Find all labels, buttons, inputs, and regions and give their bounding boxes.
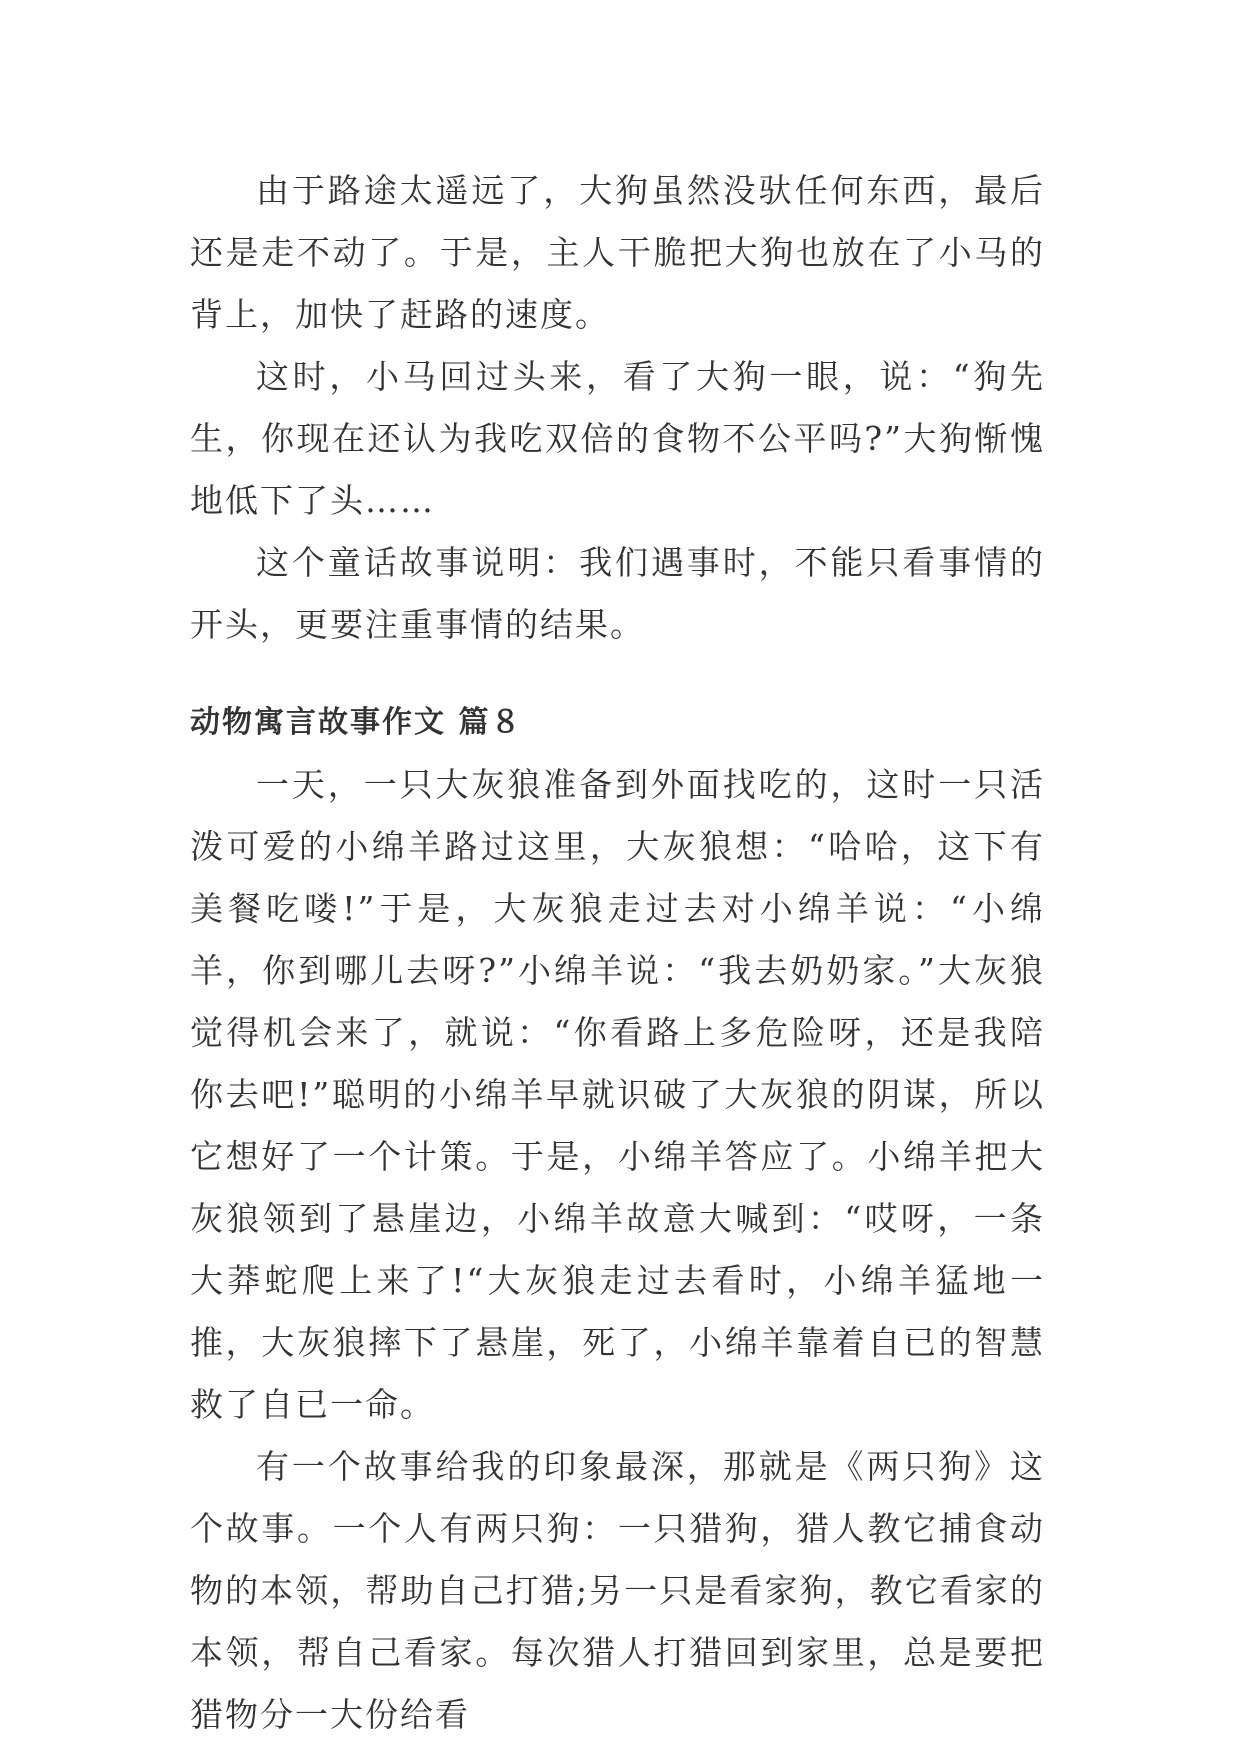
paragraph: 这个童话故事说明：我们遇事时，不能只看事情的开头，更要注重事情的结果。	[190, 543, 1045, 644]
document-body	[190, 160, 1045, 1746]
section-heading: 动物寓言故事作文 篇８	[190, 705, 523, 740]
paragraph: 一天，一只大灰狼准备到外面找吃的，这时一只活泼可爱的小绵羊路过这里，大灰狼想：“哈哈，这下有美餐吃喽!”于是，大灰狼走过去对小绵羊说：“小绵羊，你到哪儿去呀?”小绵羊说：“我去奶奶家。”大灰狼觉得机会来了，就说：“你看路上多危险呀，还是我陪你去吧!”聪明的小绵羊早就识破了大灰狼的阴谋，所以它想好了一个计策。于是，小绵羊答应了。小绵羊把大灰狼领到了悬崖边，小绵羊故意大喊到：“哎呀，一条大莽蛇爬上来了!“大灰狼走过去看时，小绵羊猛地一推，大灰狼摔下了悬崖，死了，小绵羊靠着自已的智慧救了自已一命。	[190, 765, 1045, 1424]
paragraph: 有一个故事给我的印象最深，那就是《两只狗》这个故事。一个人有两只狗：一只猎狗，猎人教它捕食动物的本领，帮助自己打猎;另一只是看家狗，教它看家的本领，帮自己看家。每次猎人打猎回到家里，总是要把猎物分一大份给看	[190, 1447, 1045, 1734]
paragraph: 这时，小马回过头来，看了大狗一眼，说：“狗先生，你现在还认为我吃双倍的食物不公平吗?”大狗惭愧地低下了头……	[190, 357, 1045, 520]
paragraph: 由于路途太遥远了，大狗虽然没驮任何东西，最后还是走不动了。于是，主人干脆把大狗也放在了小马的背上，加快了赶路的速度。	[190, 171, 1045, 334]
